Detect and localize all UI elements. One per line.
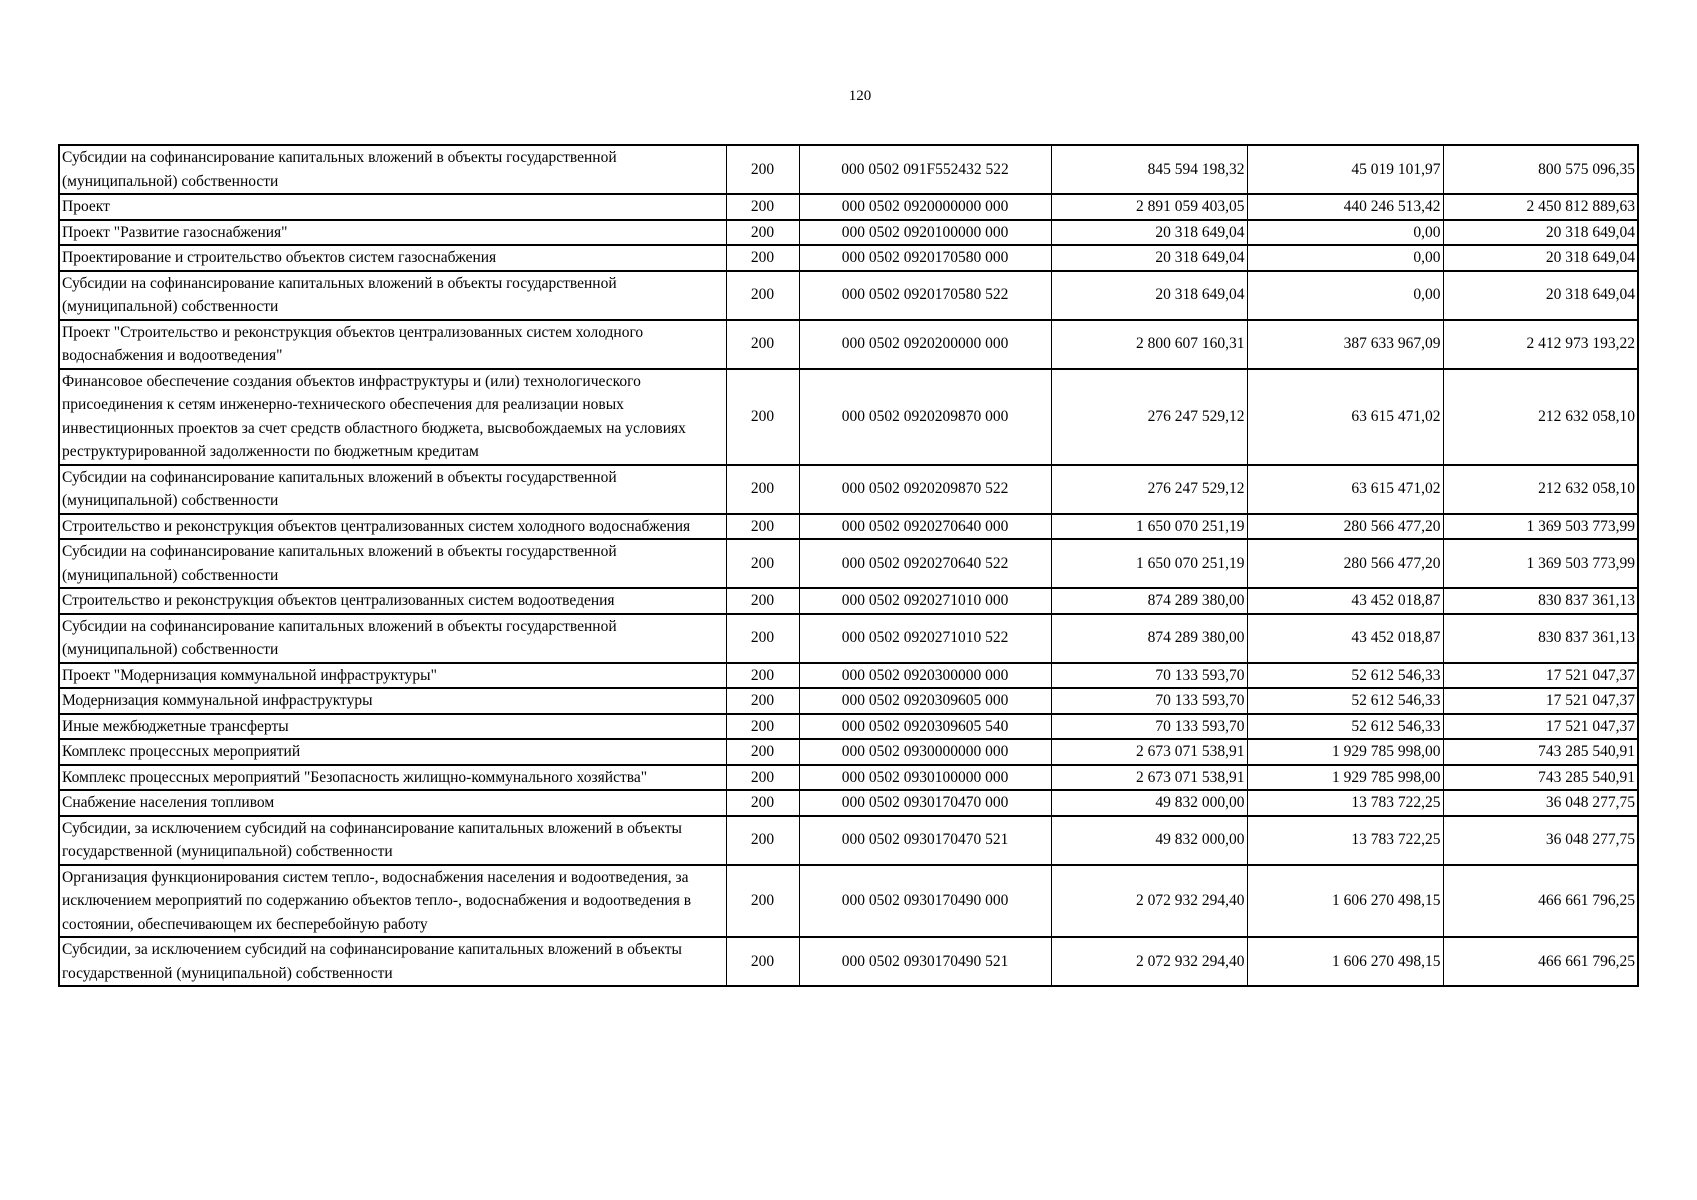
cell-line-code: 200 xyxy=(726,220,799,246)
cell-unexecuted-amount: 20 318 649,04 xyxy=(1443,271,1638,320)
cell-classification-code: 000 0502 0920300000 000 xyxy=(799,663,1051,689)
cell-classification-code: 000 0502 0920271010 000 xyxy=(799,588,1051,614)
cell-line-code: 200 xyxy=(726,714,799,740)
cell-description: Комплекс процессных мероприятий "Безопасность жилищно-коммунального хозяйства" xyxy=(59,765,726,791)
cell-executed-amount: 52 612 546,33 xyxy=(1247,688,1443,714)
cell-line-code: 200 xyxy=(726,145,799,194)
cell-executed-amount: 280 566 477,20 xyxy=(1247,539,1443,588)
cell-executed-amount: 0,00 xyxy=(1247,245,1443,271)
table-row xyxy=(59,588,1638,614)
table-row xyxy=(59,790,1638,816)
cell-line-code: 200 xyxy=(726,614,799,663)
table-row xyxy=(59,320,1638,369)
table-row xyxy=(59,539,1638,588)
cell-classification-code: 000 0502 0930170490 521 xyxy=(799,937,1051,986)
cell-classification-code: 000 0502 0930100000 000 xyxy=(799,765,1051,791)
cell-unexecuted-amount: 466 661 796,25 xyxy=(1443,865,1638,938)
cell-description: Субсидии на софинансирование капитальных вложений в объекты государственной (муниципальной) собственности xyxy=(59,614,726,663)
cell-description: Финансовое обеспечение создания объектов инфраструктуры и (или) технологического присоединения к сетям инженерно-технического обеспечения для реализации новых инвестиционных проектов за счет средств областного бюджета, высвобождаемых на условиях реструктурированной задолженности по бюджетным кредитам xyxy=(59,369,726,465)
cell-approved-amount: 276 247 529,12 xyxy=(1051,369,1247,465)
table-row xyxy=(59,220,1638,246)
cell-unexecuted-amount: 212 632 058,10 xyxy=(1443,369,1638,465)
cell-description: Модернизация коммунальной инфраструктуры xyxy=(59,688,726,714)
cell-unexecuted-amount: 743 285 540,91 xyxy=(1443,739,1638,765)
cell-classification-code: 000 0502 0930170470 000 xyxy=(799,790,1051,816)
cell-description: Субсидии, за исключением субсидий на софинансирование капитальных вложений в объекты государственной (муниципальной) собственности xyxy=(59,937,726,986)
cell-classification-code: 000 0502 0920309605 000 xyxy=(799,688,1051,714)
cell-approved-amount: 49 832 000,00 xyxy=(1051,790,1247,816)
cell-unexecuted-amount: 466 661 796,25 xyxy=(1443,937,1638,986)
table-row xyxy=(59,245,1638,271)
cell-unexecuted-amount: 2 450 812 889,63 xyxy=(1443,194,1638,220)
cell-classification-code: 000 0502 0920200000 000 xyxy=(799,320,1051,369)
cell-description: Проектирование и строительство объектов систем газоснабжения xyxy=(59,245,726,271)
cell-classification-code: 000 0502 091F552432 522 xyxy=(799,145,1051,194)
cell-line-code: 200 xyxy=(726,194,799,220)
table-row xyxy=(59,194,1638,220)
cell-classification-code: 000 0502 0920170580 522 xyxy=(799,271,1051,320)
cell-unexecuted-amount: 17 521 047,37 xyxy=(1443,688,1638,714)
cell-line-code: 200 xyxy=(726,688,799,714)
cell-approved-amount: 70 133 593,70 xyxy=(1051,714,1247,740)
cell-unexecuted-amount: 743 285 540,91 xyxy=(1443,765,1638,791)
cell-classification-code: 000 0502 0920309605 540 xyxy=(799,714,1051,740)
cell-unexecuted-amount: 36 048 277,75 xyxy=(1443,816,1638,865)
cell-description: Проект "Строительство и реконструкция объектов централизованных систем холодного водоснабжения и водоотведения" xyxy=(59,320,726,369)
cell-line-code: 200 xyxy=(726,790,799,816)
cell-line-code: 200 xyxy=(726,865,799,938)
cell-description: Организация функционирования систем тепло-, водоснабжения населения и водоотведения, за исключением мероприятий по содержанию объектов тепло-, водоснабжения и водоотведения в состоянии, обеспечивающем их бесперебойную работу xyxy=(59,865,726,938)
cell-description: Субсидии на софинансирование капитальных вложений в объекты государственной (муниципальной) собственности xyxy=(59,271,726,320)
cell-unexecuted-amount: 17 521 047,37 xyxy=(1443,663,1638,689)
cell-approved-amount: 874 289 380,00 xyxy=(1051,614,1247,663)
cell-line-code: 200 xyxy=(726,465,799,514)
cell-executed-amount: 43 452 018,87 xyxy=(1247,614,1443,663)
cell-executed-amount: 52 612 546,33 xyxy=(1247,714,1443,740)
cell-classification-code: 000 0502 0920100000 000 xyxy=(799,220,1051,246)
cell-executed-amount: 43 452 018,87 xyxy=(1247,588,1443,614)
cell-approved-amount: 20 318 649,04 xyxy=(1051,220,1247,246)
cell-description: Субсидии на софинансирование капитальных вложений в объекты государственной (муниципальной) собственности xyxy=(59,145,726,194)
cell-approved-amount: 2 072 932 294,40 xyxy=(1051,865,1247,938)
table-row xyxy=(59,765,1638,791)
table-row xyxy=(59,937,1638,986)
cell-executed-amount: 1 929 785 998,00 xyxy=(1247,739,1443,765)
cell-line-code: 200 xyxy=(726,514,799,540)
cell-executed-amount: 45 019 101,97 xyxy=(1247,145,1443,194)
cell-approved-amount: 1 650 070 251,19 xyxy=(1051,514,1247,540)
cell-executed-amount: 63 615 471,02 xyxy=(1247,465,1443,514)
cell-unexecuted-amount: 212 632 058,10 xyxy=(1443,465,1638,514)
cell-description: Проект xyxy=(59,194,726,220)
cell-unexecuted-amount: 800 575 096,35 xyxy=(1443,145,1638,194)
budget-table xyxy=(58,144,1639,987)
cell-line-code: 200 xyxy=(726,320,799,369)
cell-approved-amount: 2 891 059 403,05 xyxy=(1051,194,1247,220)
table-row xyxy=(59,514,1638,540)
cell-unexecuted-amount: 17 521 047,37 xyxy=(1443,714,1638,740)
cell-executed-amount: 63 615 471,02 xyxy=(1247,369,1443,465)
cell-approved-amount: 276 247 529,12 xyxy=(1051,465,1247,514)
cell-description: Проект "Модернизация коммунальной инфраструктуры" xyxy=(59,663,726,689)
cell-executed-amount: 13 783 722,25 xyxy=(1247,790,1443,816)
cell-unexecuted-amount: 1 369 503 773,99 xyxy=(1443,514,1638,540)
cell-classification-code: 000 0502 0930170470 521 xyxy=(799,816,1051,865)
cell-approved-amount: 2 673 071 538,91 xyxy=(1051,765,1247,791)
table-body xyxy=(59,145,1638,986)
cell-executed-amount: 280 566 477,20 xyxy=(1247,514,1443,540)
cell-executed-amount: 0,00 xyxy=(1247,271,1443,320)
cell-description: Субсидии, за исключением субсидий на софинансирование капитальных вложений в объекты государственной (муниципальной) собственности xyxy=(59,816,726,865)
cell-unexecuted-amount: 20 318 649,04 xyxy=(1443,220,1638,246)
cell-unexecuted-amount: 36 048 277,75 xyxy=(1443,790,1638,816)
cell-approved-amount: 70 133 593,70 xyxy=(1051,663,1247,689)
cell-line-code: 200 xyxy=(726,816,799,865)
table-row xyxy=(59,369,1638,465)
cell-executed-amount: 1 606 270 498,15 xyxy=(1247,865,1443,938)
cell-approved-amount: 49 832 000,00 xyxy=(1051,816,1247,865)
cell-description: Строительство и реконструкция объектов централизованных систем холодного водоснабжения xyxy=(59,514,726,540)
cell-approved-amount: 1 650 070 251,19 xyxy=(1051,539,1247,588)
cell-executed-amount: 440 246 513,42 xyxy=(1247,194,1443,220)
cell-description: Субсидии на софинансирование капитальных вложений в объекты государственной (муниципальной) собственности xyxy=(59,465,726,514)
cell-line-code: 200 xyxy=(726,588,799,614)
cell-line-code: 200 xyxy=(726,539,799,588)
table-row xyxy=(59,688,1638,714)
cell-description: Субсидии на софинансирование капитальных вложений в объекты государственной (муниципальной) собственности xyxy=(59,539,726,588)
cell-description: Комплекс процессных мероприятий xyxy=(59,739,726,765)
table-row xyxy=(59,816,1638,865)
cell-approved-amount: 2 800 607 160,31 xyxy=(1051,320,1247,369)
table-row xyxy=(59,865,1638,938)
cell-classification-code: 000 0502 0920270640 000 xyxy=(799,514,1051,540)
cell-line-code: 200 xyxy=(726,765,799,791)
cell-line-code: 200 xyxy=(726,369,799,465)
cell-line-code: 200 xyxy=(726,739,799,765)
cell-approved-amount: 874 289 380,00 xyxy=(1051,588,1247,614)
table-row xyxy=(59,145,1638,194)
cell-classification-code: 000 0502 0920209870 522 xyxy=(799,465,1051,514)
table-row xyxy=(59,714,1638,740)
cell-unexecuted-amount: 2 412 973 193,22 xyxy=(1443,320,1638,369)
cell-approved-amount: 20 318 649,04 xyxy=(1051,271,1247,320)
cell-classification-code: 000 0502 0920000000 000 xyxy=(799,194,1051,220)
cell-executed-amount: 0,00 xyxy=(1247,220,1443,246)
cell-executed-amount: 1 929 785 998,00 xyxy=(1247,765,1443,791)
table-row xyxy=(59,465,1638,514)
cell-line-code: 200 xyxy=(726,937,799,986)
page-number: 120 xyxy=(848,88,872,104)
table-row xyxy=(59,739,1638,765)
cell-classification-code: 000 0502 0930170490 000 xyxy=(799,865,1051,938)
cell-executed-amount: 52 612 546,33 xyxy=(1247,663,1443,689)
cell-executed-amount: 1 606 270 498,15 xyxy=(1247,937,1443,986)
cell-unexecuted-amount: 830 837 361,13 xyxy=(1443,614,1638,663)
cell-approved-amount: 2 673 071 538,91 xyxy=(1051,739,1247,765)
table-row xyxy=(59,614,1638,663)
cell-approved-amount: 2 072 932 294,40 xyxy=(1051,937,1247,986)
cell-executed-amount: 13 783 722,25 xyxy=(1247,816,1443,865)
cell-executed-amount: 387 633 967,09 xyxy=(1247,320,1443,369)
cell-description: Проект "Развитие газоснабжения" xyxy=(59,220,726,246)
cell-classification-code: 000 0502 0920271010 522 xyxy=(799,614,1051,663)
cell-approved-amount: 845 594 198,32 xyxy=(1051,145,1247,194)
cell-classification-code: 000 0502 0920270640 522 xyxy=(799,539,1051,588)
cell-approved-amount: 70 133 593,70 xyxy=(1051,688,1247,714)
cell-description: Снабжение населения топливом xyxy=(59,790,726,816)
cell-classification-code: 000 0502 0920209870 000 xyxy=(799,369,1051,465)
table-row xyxy=(59,663,1638,689)
cell-line-code: 200 xyxy=(726,271,799,320)
cell-unexecuted-amount: 20 318 649,04 xyxy=(1443,245,1638,271)
cell-approved-amount: 20 318 649,04 xyxy=(1051,245,1247,271)
cell-unexecuted-amount: 1 369 503 773,99 xyxy=(1443,539,1638,588)
cell-line-code: 200 xyxy=(726,245,799,271)
cell-line-code: 200 xyxy=(726,663,799,689)
cell-classification-code: 000 0502 0920170580 000 xyxy=(799,245,1051,271)
cell-description: Иные межбюджетные трансферты xyxy=(59,714,726,740)
cell-description: Строительство и реконструкция объектов централизованных систем водоотведения xyxy=(59,588,726,614)
cell-classification-code: 000 0502 0930000000 000 xyxy=(799,739,1051,765)
table-row xyxy=(59,271,1638,320)
cell-unexecuted-amount: 830 837 361,13 xyxy=(1443,588,1638,614)
